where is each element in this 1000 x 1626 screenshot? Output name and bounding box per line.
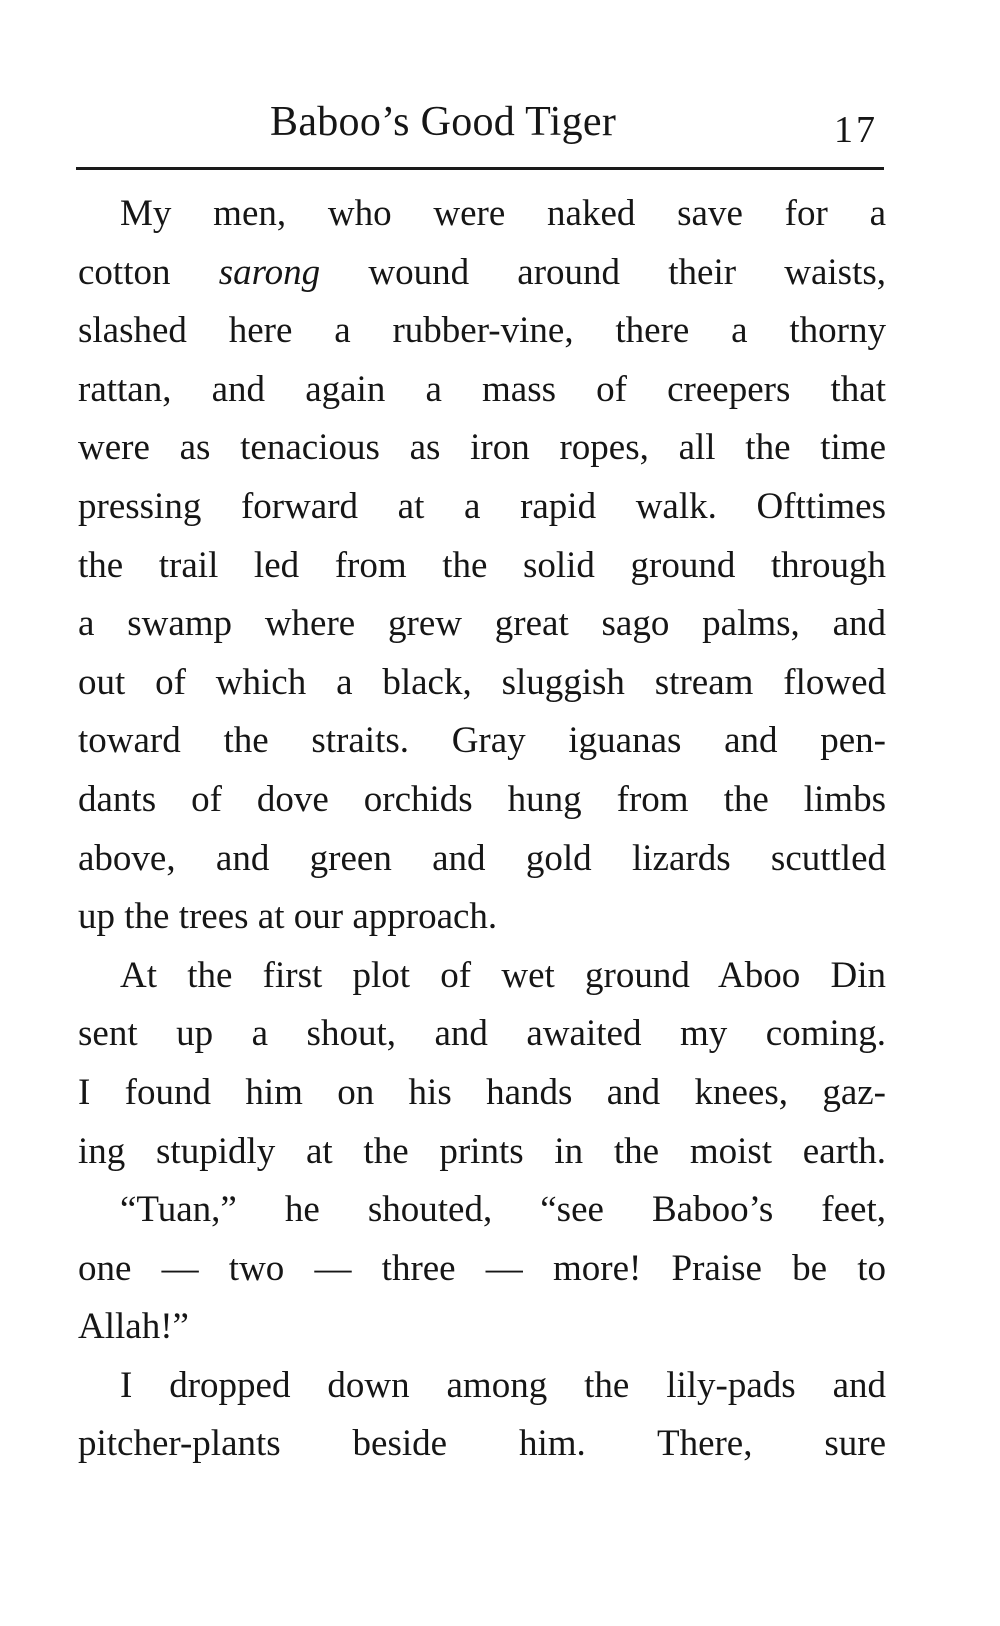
text-line: rattan, and again a mass of creepers that bbox=[78, 368, 886, 410]
page-header bbox=[78, 92, 878, 152]
text-line: pressing forward at a rapid walk. Ofttimes bbox=[78, 485, 886, 527]
text-line: “Tuan,” he shouted, “see Baboo’s feet, bbox=[120, 1189, 886, 1231]
text-line: dants of dove orchids hung from the limbs bbox=[78, 778, 886, 820]
text-fragment: cotton bbox=[78, 251, 171, 293]
paragraph-1 bbox=[78, 185, 886, 947]
running-title: Baboo’s Good Tiger bbox=[270, 99, 617, 145]
text-line: toward the straits. Gray iguanas and pen- bbox=[78, 720, 886, 762]
text-line bbox=[78, 244, 886, 303]
text-fragment: wound around their waists, bbox=[368, 251, 886, 293]
text-line: one — two — three — more! Praise be to bbox=[78, 1247, 886, 1289]
text-line: I found him on his hands and knees, gaz- bbox=[78, 1071, 886, 1113]
italic-word: sarong bbox=[218, 251, 321, 293]
text-line: pitcher-plants beside him. There, sure bbox=[78, 1423, 886, 1465]
text-line: were as tenacious as iron ropes, all the time bbox=[78, 427, 886, 469]
text-line: ing stupidly at the prints in the moist earth. bbox=[78, 1130, 886, 1172]
text-line: sent up a shout, and awaited my coming. bbox=[78, 1013, 886, 1055]
text-line: above, and green and gold lizards scuttled bbox=[78, 837, 886, 879]
page-number: 17 bbox=[834, 109, 878, 151]
text-line: slashed here a rubber-vine, there a thorny bbox=[78, 310, 886, 352]
text-line: My men, who were naked save for a bbox=[120, 193, 886, 234]
page-body bbox=[78, 185, 886, 1474]
paragraph-3 bbox=[78, 1181, 886, 1357]
paragraph-4 bbox=[78, 1357, 886, 1474]
text-line: At the first plot of wet ground Aboo Din bbox=[120, 954, 886, 996]
text-line: the trail led from the solid ground through bbox=[78, 544, 886, 586]
text-line: up the trees at our approach. bbox=[78, 896, 498, 938]
header-rule bbox=[76, 167, 884, 170]
text-line: out of which a black, sluggish stream flowed bbox=[78, 661, 886, 703]
paragraph-2 bbox=[78, 947, 886, 1181]
text-line: Allah!” bbox=[78, 1306, 189, 1348]
text-line: I dropped down among the lily-pads and bbox=[120, 1364, 886, 1406]
text-line: a swamp where grew great sago palms, and bbox=[78, 603, 886, 645]
